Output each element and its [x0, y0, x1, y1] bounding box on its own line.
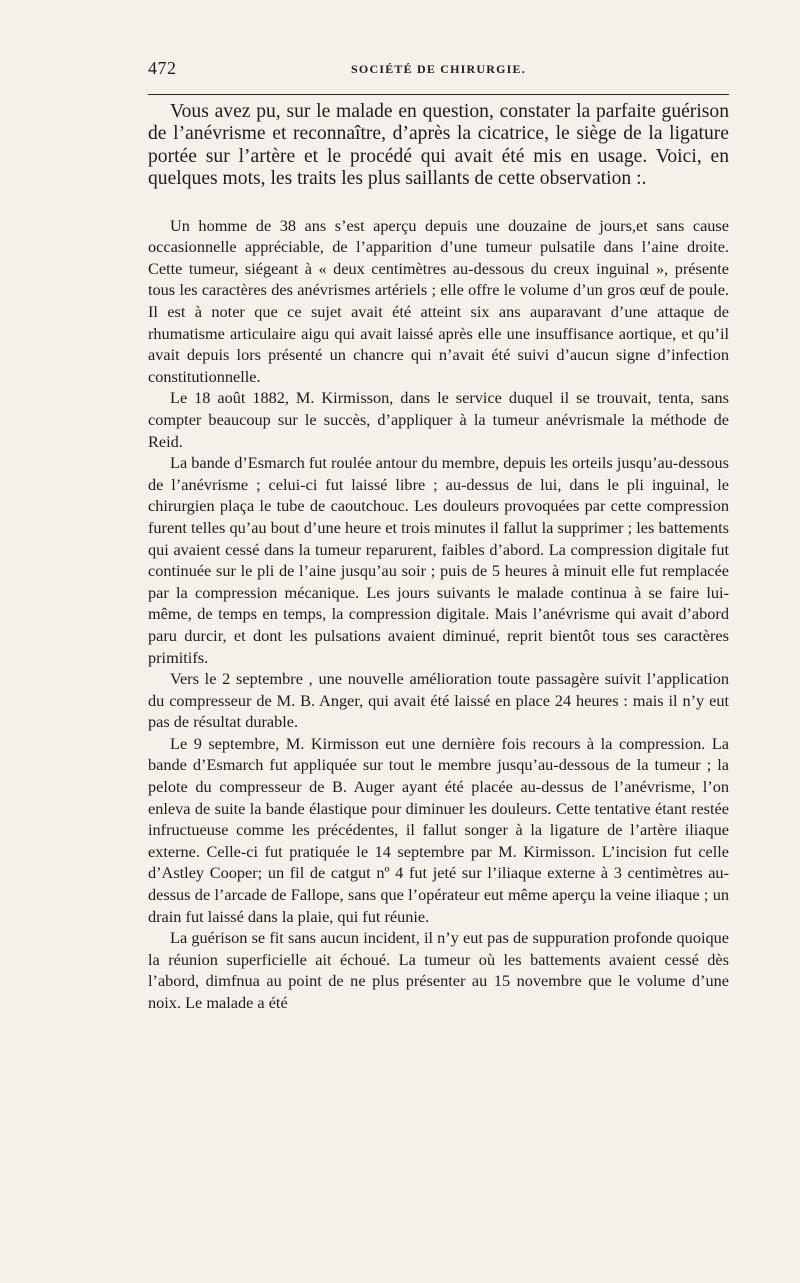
paragraph-case-description: Un homme de 38 ans s’est aperçu depuis une douzaine de jours,et sans cause occasionnelle appréciable, de l’apparition d’une tumeur pulsatile dans l’aine droite. Cette tumeur, siégeant à « deux centimètres au-dessous du creux inguinal », présente tous les caractères des anévrismes artériels ; elle offre le volume d’un gros œuf de poule. Il est à noter que ce sujet avait été atteint six ans auparavant d’une attaque de rhumatisme articulaire aigu qui avait laissé après elle une insuffisance aortique, et qu’il avait depuis lors présenté un chancre qui n’avait été suivi d’aucun signe d’infection constitutionnelle. [148, 215, 729, 386]
running-head [148, 58, 729, 82]
paragraph-recovery: La guérison se fit sans aucun incident, il n’y eut pas de suppuration profonde quoique la réunion superficielle ait échoué. La tumeur où les battements avaient cessé dès l’abord, dimfnua au point de ne plus présenter au 15 novembre que le volume d’une noix. Le malade a été [148, 928, 729, 1012]
page [148, 58, 729, 1014]
paragraph-reid-method: Le 18 août 1882, M. Kirmisson, dans le service duquel il se trouvait, tenta, sans compter beaucoup sur le succès, d’appliquer à la tumeur anévrismale la méthode de Reid. [148, 388, 729, 451]
paragraph-esmarch-bandage: La bande d’Esmarch fut roulée antour du membre, depuis les orteils jusqu’au-dessous de l’anévrisme ; celui-ci fut laissé libre ; au-dessus de lui, dans le pli inguinal, le chirurgien plaça le tube de caoutchouc. Les douleurs provoquées par cette compression furent telles qu’au bout d’une heure et trois minutes il fallut la supprimer ; les battements qui avaient cessé dans la tumeur reparurent, faibles d’abord. La compression digitale fut continuée sur le pli de l’aine jusqu’au soir ; puis de 5 heures à minuit elle fut remplacée par la compression mécanique. Les jours suivants le malade continua à se faire lui-même, de temps en temps, la compression digitale. Mais l’anévrisme qui avait d’abord paru durcir, et dont les pulsations avaient diminué, reprit bientôt tous ses caractères primitifs. [148, 453, 729, 667]
running-title: SOCIÉTÉ DE CHIRURGIE. [351, 62, 526, 76]
page-number: 472 [148, 58, 177, 78]
paragraph-ligature: Le 9 septembre, M. Kirmisson eut une dernière fois recours à la compression. La bande d’Esmarch fut appliquée sur tout le membre jusqu’au-dessous de la tumeur ; la pelote du compresseur de B. Auger ayant été placée au-dessus de l’anévrisme, l’on enleva de suite la bande élastique pour diminuer les douleurs. Cette tentative étant restée infructueuse comme les précédentes, il fallut songer à la ligature de l’artère iliaque externe. Celle-ci fut pratiquée le 14 septembre par M. Kirmisson. L’incision fut celle d’Astley Cooper; un fil de catgut nº 4 fut jeté sur l’iliaque externe à 3 centimètres au-dessus de l’arcade de Fallope, sans que l’opérateur eut même aperçu la veine iliaque ; un drain fut laissé dans la plaie, qui fut réunie. [148, 733, 729, 926]
intro-paragraph: Vous avez pu, sur le malade en question, constater la parfaite guérison de l’anévrisme et reconnaître, d’après la cicatrice, le siège de la ligature portée sur l’artère et le procédé qui avait été mis en usage. Voici, en quelques mots, les traits les plus saillants de cette observation :. [148, 101, 729, 190]
header-rule [148, 94, 729, 95]
observation-text [148, 215, 729, 1014]
paragraph-anger-compressor: Vers le 2 septembre , une nouvelle amélioration toute passagère suivit l’application du compresseur de M. B. Anger, qui avait été laissé en place 24 heures : mais il n’y eut pas de résultat durable. [148, 669, 729, 732]
